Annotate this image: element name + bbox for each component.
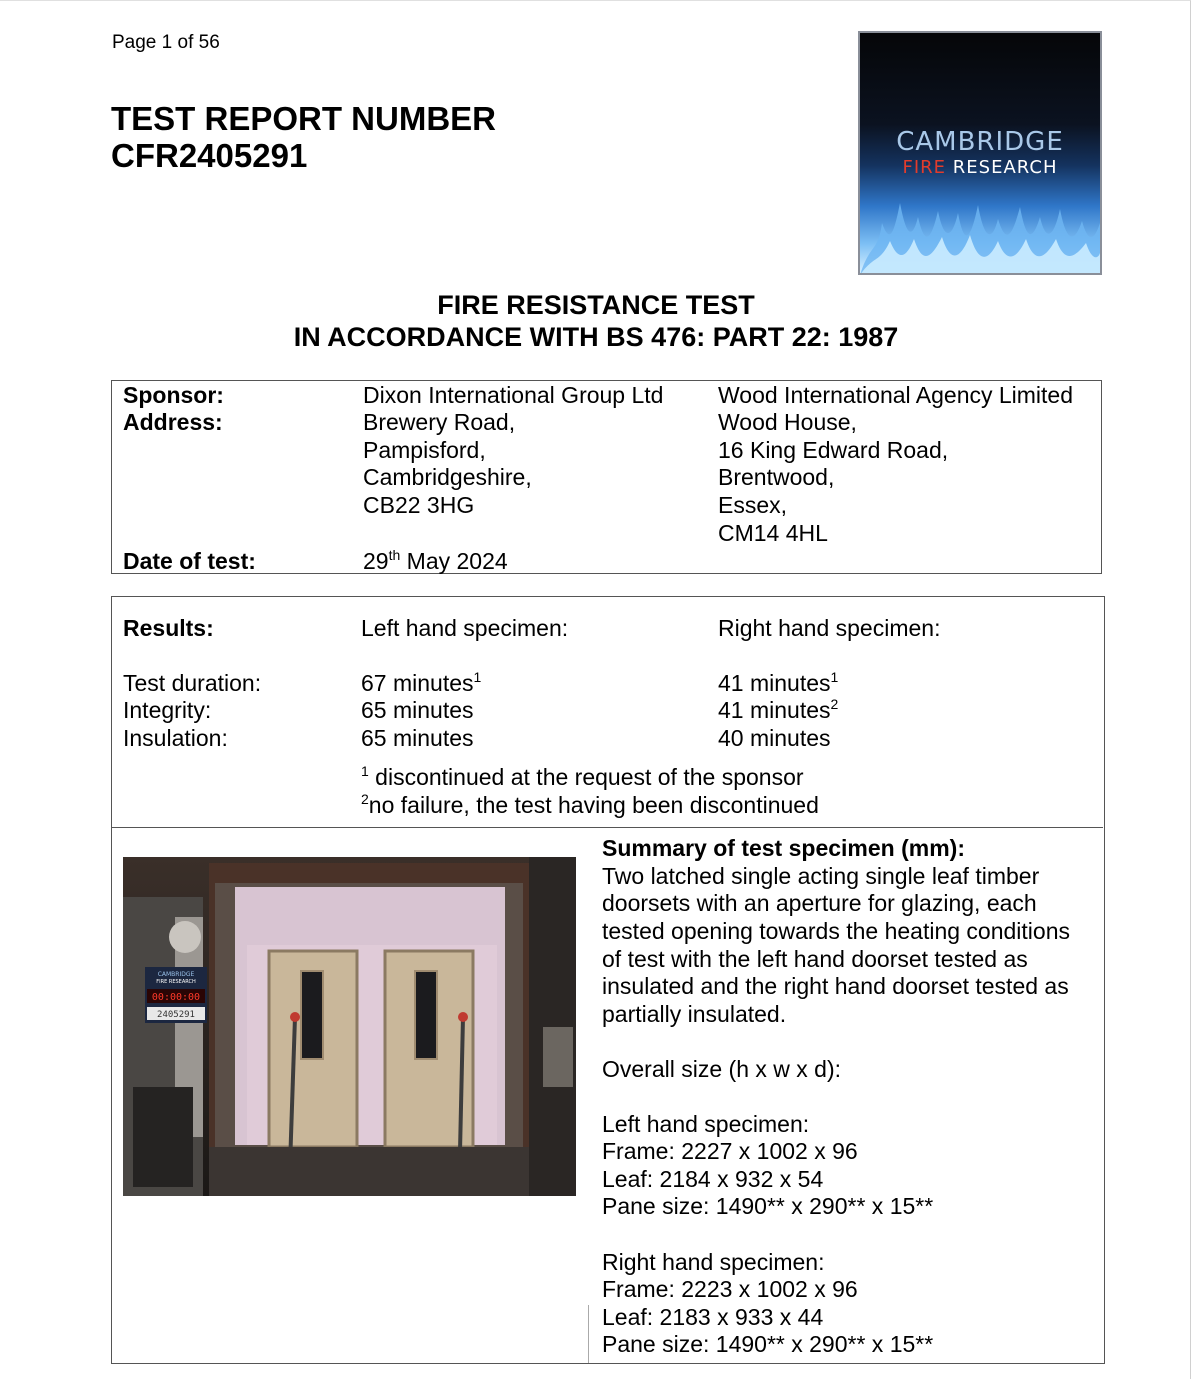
report-title (111, 100, 496, 174)
photo-badge-line1: CAMBRIDGE (157, 971, 195, 978)
photo-clock: 00:00:00 (151, 992, 201, 1003)
right-test-duration-value: 41 minutes (718, 670, 831, 696)
overall-size-label: Overall size (h x w x d): (602, 1056, 841, 1082)
left-specimen-header: Left hand specimen: (361, 615, 569, 641)
left-specimen-title: Left hand specimen: (602, 1111, 810, 1137)
test-date (363, 548, 508, 576)
footnote-text: no failure, the test having been discontinued (368, 792, 819, 818)
right-specimen-title: Right hand specimen: (602, 1249, 825, 1275)
right-test-duration (718, 670, 838, 698)
right-frame-size: Frame: 2223 x 1002 x 96 (602, 1276, 858, 1302)
result-row-label: Insulation: (123, 725, 228, 751)
footnote-mark: 1 (361, 763, 369, 779)
report-number: CFR2405291 (111, 137, 308, 174)
logo-text-fire: FIRE (902, 157, 947, 178)
sponsor-label: Sponsor: (123, 382, 224, 408)
summary-description-line: tested opening towards the heating conditions (602, 918, 1070, 944)
left-test-duration-value: 67 minutes (361, 670, 474, 696)
summary-description-line: partially insulated. (602, 1001, 787, 1027)
date-label: Date of test: (123, 548, 256, 574)
footnote-text: discontinued at the request of the sponsor (368, 764, 804, 790)
left-frame-size: Frame: 2227 x 1002 x 96 (602, 1138, 858, 1164)
agent-address-line: CM14 4HL (718, 520, 828, 546)
summary-description-line: of test with the left hand doorset tested as (602, 946, 1028, 972)
sponsor-address-line: Brewery Road, (363, 409, 516, 435)
test-date-day: 29 (363, 548, 389, 574)
logo-text-fire-research (860, 157, 1100, 178)
page-number: Page 1 of 56 (112, 32, 220, 53)
agent-address-line: Brentwood, (718, 464, 835, 490)
logo-text-research: RESEARCH (946, 157, 1058, 178)
footnote-mark: 2 (830, 696, 839, 712)
left-insulation-value: 65 minutes (361, 725, 474, 751)
summary-description-line: insulated and the right hand doorset tested as (602, 973, 1069, 999)
column-divider (588, 1305, 589, 1363)
heading-line2: IN ACCORDANCE WITH BS 476: PART 22: 1987 (293, 322, 899, 352)
logo-text-cambridge: CAMBRIDGE (896, 127, 1064, 157)
sponsor-address-line: CB22 3HG (363, 492, 475, 518)
company-logo (858, 31, 1102, 275)
footnote-mark: 1 (473, 669, 482, 685)
right-pane-size: Pane size: 1490** x 290** x 15** (602, 1331, 934, 1357)
right-integrity-value: 41 minutes (718, 697, 831, 723)
test-date-suffix: th (388, 547, 401, 563)
left-test-duration (361, 670, 481, 698)
sponsor-address-line: Pampisford, (363, 437, 486, 463)
right-leaf-size: Leaf: 2183 x 933 x 44 (602, 1304, 824, 1330)
left-leaf-size: Leaf: 2184 x 932 x 54 (602, 1166, 824, 1192)
summary-description-line: doorsets with an aperture for glazing, each (602, 890, 1037, 916)
photo-reference: 2405291 (157, 1010, 195, 1020)
results-label: Results: (123, 615, 214, 641)
sponsor-address-line: Cambridgeshire, (363, 464, 532, 490)
flame-icon (860, 183, 1100, 275)
photo-badge-line2: FIRE RESEARCH (156, 979, 196, 985)
left-insulation (361, 725, 474, 753)
agent-address-line: Wood House, (718, 409, 857, 435)
sponsor-address-line: Dixon International Group Ltd (363, 382, 664, 408)
right-insulation (718, 725, 831, 753)
footnote-2 (361, 792, 819, 820)
result-row-label: Integrity: (123, 697, 212, 723)
right-specimen-header: Right hand specimen: (718, 615, 941, 641)
summary-description-line: Two latched single acting single leaf timber (602, 863, 1040, 889)
footnote-mark: 2 (361, 791, 369, 807)
summary-title: Summary of test specimen (mm): (602, 835, 965, 861)
footnote-mark: 1 (830, 669, 839, 685)
left-integrity (361, 697, 474, 725)
left-pane-size: Pane size: 1490** x 290** x 15** (602, 1193, 934, 1219)
footnote-1 (361, 764, 804, 792)
document-heading (0, 289, 1192, 353)
heading-line1: FIRE RESISTANCE TEST (437, 290, 755, 320)
right-integrity (718, 697, 838, 725)
agent-address-line: Wood International Agency Limited (718, 382, 1074, 408)
test-date-rest: May 2024 (400, 548, 508, 574)
report-title-line1: TEST REPORT NUMBER (111, 100, 497, 137)
result-row-label: Test duration: (123, 670, 262, 696)
test-specimen-photo (123, 857, 576, 1196)
address-label: Address: (123, 409, 223, 435)
left-integrity-value: 65 minutes (361, 697, 474, 723)
section-divider (112, 827, 1103, 828)
agent-address-line: 16 King Edward Road, (718, 437, 949, 463)
right-insulation-value: 40 minutes (718, 725, 831, 751)
agent-address-line: Essex, (718, 492, 788, 518)
